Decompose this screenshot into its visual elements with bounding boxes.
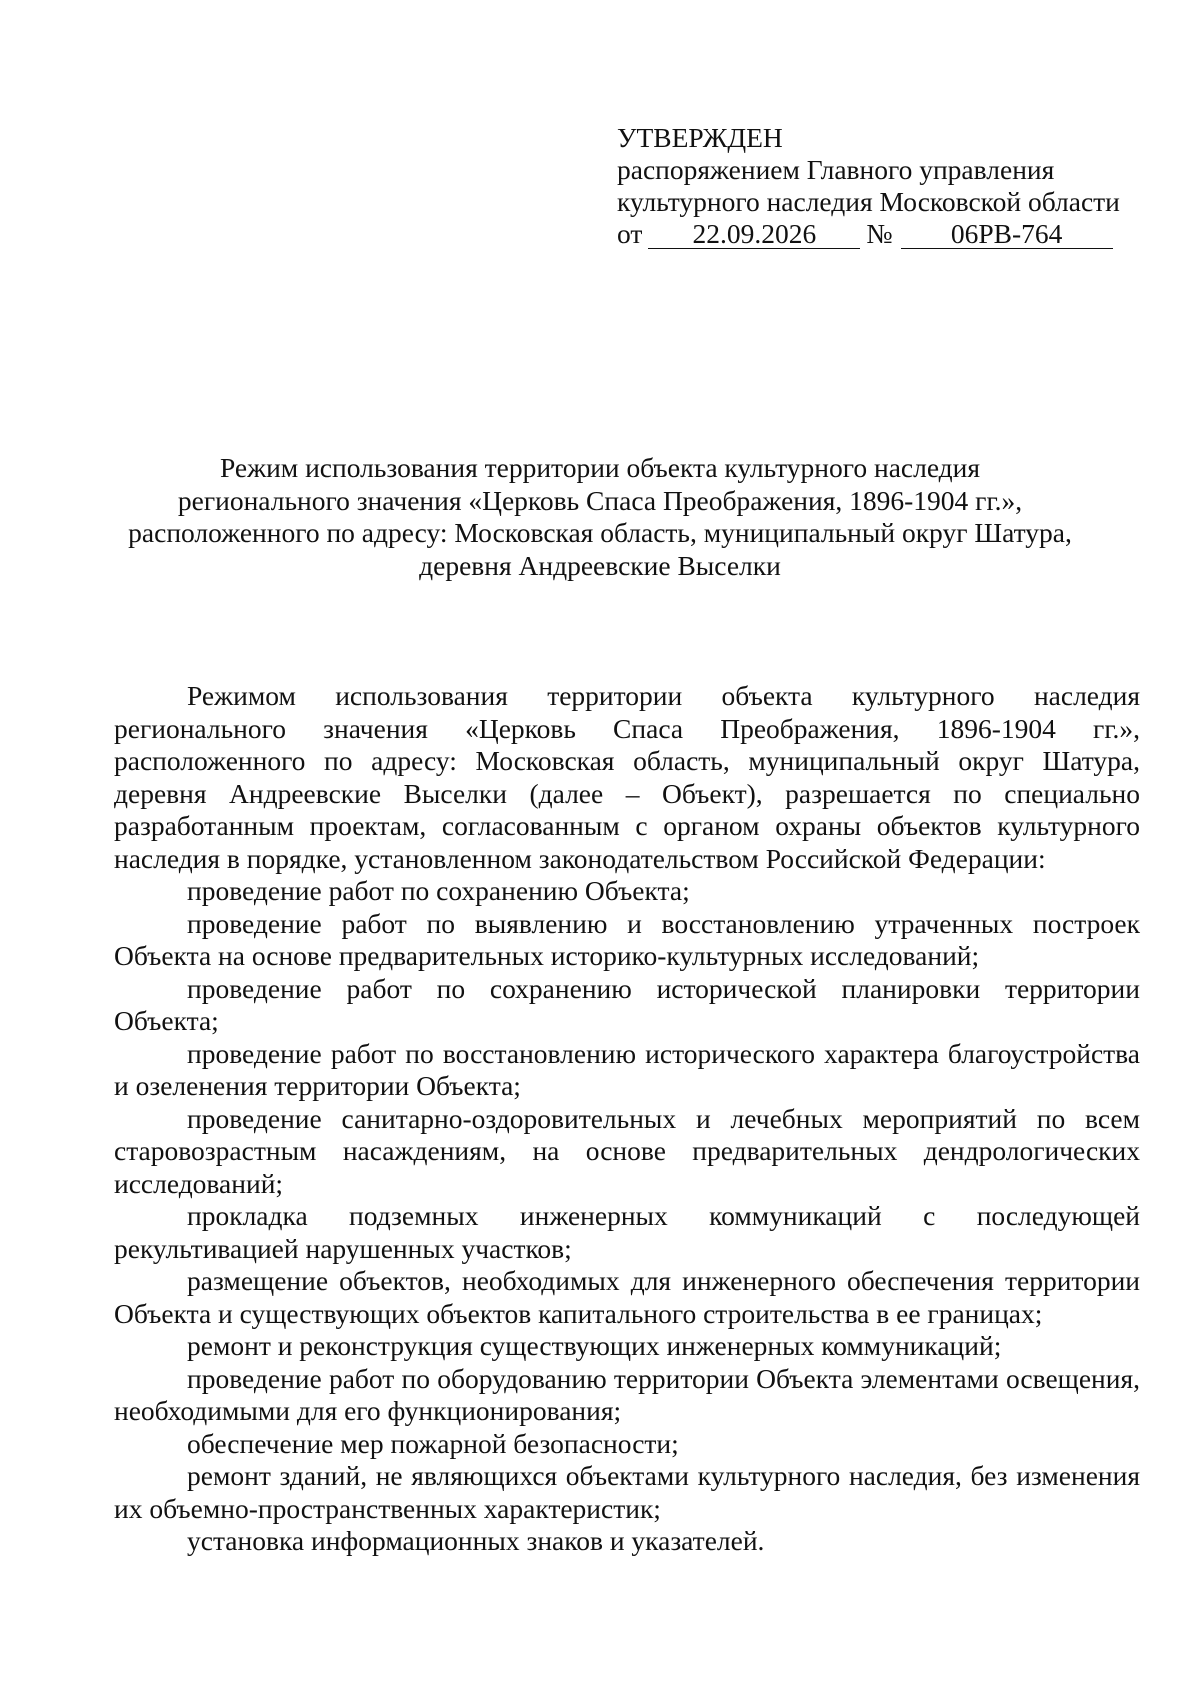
list-item: проведение работ по выявлению и восстановлению утраченных построек Объекта на основе предварительных историко-культурных исследований; — [114, 907, 1140, 971]
approval-line-1: распоряжением Главного управления — [617, 154, 1055, 185]
date-prefix: от — [617, 218, 643, 249]
list-item: проведение работ по оборудованию территории Объекта элементами освещения, необходимыми для его функционирования; — [114, 1362, 1140, 1426]
approval-line-2: культурного наследия Московской области — [617, 186, 1120, 217]
document-body — [114, 680, 1140, 1558]
title-line-4: деревня Андреевские Выселки — [419, 549, 781, 581]
approval-number: 06РВ-764 — [901, 220, 1113, 249]
document-title — [100, 452, 1100, 582]
approval-date-line — [617, 218, 1137, 250]
list-item: размещение объектов, необходимых для инженерного обеспечения территории Объекта и существующих объектов капитального строительства в ее границах; — [114, 1265, 1140, 1329]
list-item: установка информационных знаков и указателей. — [187, 1525, 765, 1556]
list-item: обеспечение мер пожарной безопасности; — [187, 1427, 679, 1459]
approval-date: 22.09.2026 — [648, 220, 860, 249]
list-item: ремонт и реконструкция существующих инженерных коммуникаций; — [187, 1330, 1002, 1361]
list-item: ремонт зданий, не являющихся объектами культурного наследия, без изменения их объемно-пространственных характеристик; — [114, 1460, 1140, 1524]
approval-block — [617, 122, 1137, 250]
number-sign: № — [866, 218, 893, 249]
title-line-3: расположенного по адресу: Московская область, муниципальный округ Шатура, — [128, 517, 1072, 548]
list-item: проведение работ по сохранению исторической планировки территории Объекта; — [114, 972, 1140, 1036]
list-item: проведение работ по восстановлению исторического характера благоустройства и озеленения территории Объекта; — [114, 1037, 1140, 1101]
list-item: проведение санитарно-оздоровительных и лечебных мероприятий по всем старовозрастным насаждениям, на основе предварительных дендрологических исследований; — [114, 1102, 1140, 1199]
title-line-1: Режим использования территории объекта культурного наследия — [219, 452, 981, 483]
approval-heading: УТВЕРЖДЕН — [617, 122, 783, 153]
list-item: прокладка подземных инженерных коммуникаций с последующей рекультивацией нарушенных участков; — [114, 1200, 1140, 1264]
intro-paragraph: Режимом использования территории объекта культурного наследия регионального значения «Церковь Спаса Преображения, 1896-1904 гг.», расположенного по адресу: Московская область, муниципальный округ Шатура, деревня Андреевские Выселки (далее – Объект), разрешается по специально разработанным проектам, согласованным с органом охраны объектов культурного наследия в порядке, установленном законодательством Российской Федерации: — [114, 680, 1140, 874]
title-line-2: регионального значения «Церковь Спаса Преображения, 1896-1904 гг.», — [177, 484, 1023, 516]
list-item: проведение работ по сохранению Объекта; — [187, 875, 690, 906]
